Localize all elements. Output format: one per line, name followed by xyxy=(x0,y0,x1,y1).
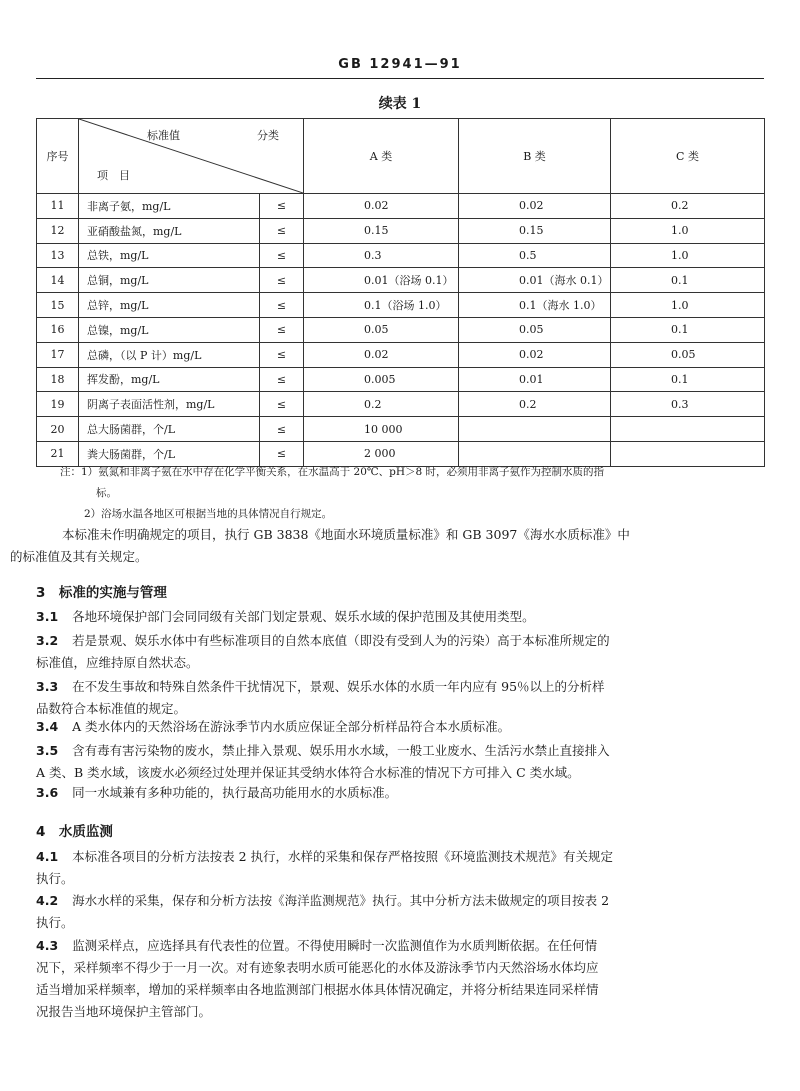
para-text: 适当增加采样频率，增加的采样频率由各地监测部门根据水体具体情况确定，并将分析结果连同采样情 xyxy=(36,982,599,997)
para-number: 3.5 xyxy=(36,743,59,758)
row-class-a: 0.2 xyxy=(304,392,459,417)
section-3-title: 3 标准的实施与管理 xyxy=(36,585,167,601)
para-text: 含有毒有害污染物的废水，禁止排入景观、娱乐用水水域，一般工业废水、生活污水禁止直接排入 xyxy=(72,743,610,758)
table-caption: 续表 1 xyxy=(378,96,422,112)
table-body xyxy=(37,194,765,467)
row-operator: ≤ xyxy=(260,417,304,442)
row-number: 16 xyxy=(37,317,79,342)
row-class-c: 0.1 xyxy=(611,367,765,392)
para-number: 3.3 xyxy=(36,679,59,694)
row-class-c xyxy=(611,417,765,442)
table-header-row xyxy=(37,119,765,194)
note-1-cont: 标。 xyxy=(96,487,117,499)
row-class-a: 0.05 xyxy=(304,317,459,342)
header-item-label: 项 目 xyxy=(97,169,130,182)
row-class-c: 1.0 xyxy=(611,293,765,318)
row-class-b: 0.02 xyxy=(459,342,611,367)
row-item: 阴离子表面活性剂，mg/L xyxy=(79,392,260,417)
row-class-a: 0.3 xyxy=(304,243,459,268)
row-number: 11 xyxy=(37,194,79,219)
header-rule xyxy=(36,78,764,79)
row-operator: ≤ xyxy=(260,392,304,417)
row-class-b: 0.15 xyxy=(459,218,611,243)
row-number: 14 xyxy=(37,268,79,293)
row-item: 总铁，mg/L xyxy=(79,243,260,268)
row-operator: ≤ xyxy=(260,441,304,466)
para-number: 3.2 xyxy=(36,633,59,648)
table-row xyxy=(37,342,765,367)
row-class-a: 0.15 xyxy=(304,218,459,243)
para-4-2 xyxy=(36,890,766,934)
row-class-c: 0.2 xyxy=(611,194,765,219)
row-operator: ≤ xyxy=(260,218,304,243)
table-row xyxy=(37,243,765,268)
row-number: 20 xyxy=(37,417,79,442)
intro-line-1: 本标准未作明确规定的项目，执行 GB 3838《地面水环境质量标准》和 GB 3097《海水水质标准》中 xyxy=(62,527,630,542)
para-text: 本标准各项目的分析方法按表 2 执行，水样的采集和保存严格按照《环境监测技术规范》有关规定 xyxy=(72,849,614,864)
header-std-label: 标准值 xyxy=(147,129,180,142)
row-item: 总锌，mg/L xyxy=(79,293,260,318)
table-row xyxy=(37,268,765,293)
row-class-b xyxy=(459,417,611,442)
header-class-c: C 类 xyxy=(611,119,765,194)
row-class-a: 2 000 xyxy=(304,441,459,466)
row-item: 总铜，mg/L xyxy=(79,268,260,293)
row-operator: ≤ xyxy=(260,342,304,367)
intro-line-2: 的标准值及其有关规定。 xyxy=(10,549,148,564)
row-number: 15 xyxy=(37,293,79,318)
para-number: 4.3 xyxy=(36,938,59,953)
table-row xyxy=(37,218,765,243)
table-row xyxy=(37,293,765,318)
table-row xyxy=(37,317,765,342)
para-text: 况报告当地环境保护主管部门。 xyxy=(36,1004,212,1019)
para-text: 执行。 xyxy=(36,871,74,886)
header-diagonal-cell xyxy=(79,119,304,194)
standards-table xyxy=(36,118,765,467)
row-operator: ≤ xyxy=(260,243,304,268)
row-item: 粪大肠菌群，个/L xyxy=(79,441,260,466)
header-class-label: 分类 xyxy=(257,129,279,142)
row-operator: ≤ xyxy=(260,293,304,318)
para-text: 标准值，应维持原自然状态。 xyxy=(36,655,199,670)
row-class-b: 0.02 xyxy=(459,194,611,219)
para-number: 4.1 xyxy=(36,849,59,864)
standard-code: GB 12941—91 xyxy=(338,57,462,72)
row-class-b: 0.01 xyxy=(459,367,611,392)
para-3-6 xyxy=(36,782,766,804)
para-text: 若是景观、娱乐水体中有些标准项目的自然本底值（即没有受到人为的污染）高于本标准所规定的 xyxy=(72,633,610,648)
para-text: 品数符合本标准值的规定。 xyxy=(36,701,187,716)
para-number: 3.1 xyxy=(36,609,59,624)
row-class-a: 10 000 xyxy=(304,417,459,442)
row-class-a: 0.01（浴场 0.1） xyxy=(304,268,459,293)
row-class-b: 0.5 xyxy=(459,243,611,268)
row-class-c: 1.0 xyxy=(611,243,765,268)
row-class-b: 0.2 xyxy=(459,392,611,417)
para-text: 执行。 xyxy=(36,915,74,930)
table-row xyxy=(37,194,765,219)
row-class-c: 0.05 xyxy=(611,342,765,367)
row-class-b: 0.05 xyxy=(459,317,611,342)
note-1: 注：1）氨氮和非离子氨在水中存在化学平衡关系，在水温高于 20℃、pH＞8 时，必须用非离子氨作为控制水质的指 xyxy=(60,466,605,478)
para-text: 同一水域兼有多种功能的，执行最高功能用水的水质标准。 xyxy=(72,785,398,800)
para-number: 3.4 xyxy=(36,719,59,734)
row-class-b: 0.01（海水 0.1） xyxy=(459,268,611,293)
row-class-b: 0.1（海水 1.0） xyxy=(459,293,611,318)
header-class-b: B 类 xyxy=(459,119,611,194)
para-3-4 xyxy=(36,716,766,738)
row-class-c: 0.1 xyxy=(611,268,765,293)
row-operator: ≤ xyxy=(260,194,304,219)
row-item: 非离子氨，mg/L xyxy=(79,194,260,219)
row-number: 21 xyxy=(37,441,79,466)
row-class-c: 1.0 xyxy=(611,218,765,243)
header-seq: 序号 xyxy=(37,119,79,194)
note-2: 2）浴场水温各地区可根据当地的具体情况自行规定。 xyxy=(84,508,333,520)
para-number: 3.6 xyxy=(36,785,59,800)
row-class-a: 0.02 xyxy=(304,194,459,219)
para-4-1 xyxy=(36,846,766,890)
row-number: 13 xyxy=(37,243,79,268)
para-text: A 类、B 类水域，该废水必须经过处理并保证其受纳水体符合水标准的情况下方可排入 C 类水域。 xyxy=(36,765,580,780)
table-row xyxy=(37,392,765,417)
para-text: A 类水体内的天然浴场在游泳季节内水质应保证全部分析样品符合本水质标准。 xyxy=(72,719,511,734)
para-text: 在不发生事故和特殊自然条件干扰情况下，景观、娱乐水体的水质一年内应有 95％以上的分析样 xyxy=(72,679,605,694)
para-text: 各地环境保护部门会同同级有关部门划定景观、娱乐水域的保护范围及其使用类型。 xyxy=(72,609,535,624)
row-class-c: 0.1 xyxy=(611,317,765,342)
table-row xyxy=(37,417,765,442)
para-text: 海水水样的采集，保存和分析方法按《海洋监测规范》执行。其中分析方法未做规定的项目按表 2 xyxy=(72,893,610,908)
table-row xyxy=(37,367,765,392)
para-3-1 xyxy=(36,606,766,628)
row-item: 挥发酚，mg/L xyxy=(79,367,260,392)
row-number: 17 xyxy=(37,342,79,367)
row-class-c: 0.3 xyxy=(611,392,765,417)
row-item: 总镍，mg/L xyxy=(79,317,260,342)
section-4-title: 4 水质监测 xyxy=(36,824,113,840)
row-operator: ≤ xyxy=(260,317,304,342)
row-operator: ≤ xyxy=(260,268,304,293)
para-3-3 xyxy=(36,676,766,720)
row-number: 19 xyxy=(37,392,79,417)
row-item: 亚硝酸盐氮，mg/L xyxy=(79,218,260,243)
intro-paragraph xyxy=(10,524,766,568)
row-item: 总磷，（以 P 计）mg/L xyxy=(79,342,260,367)
para-text: 监测采样点，应选择具有代表性的位置。不得使用瞬时一次监测值作为水质判断依据。在任何情 xyxy=(72,938,598,953)
para-number: 4.2 xyxy=(36,893,59,908)
row-class-a: 0.1（浴场 1.0） xyxy=(304,293,459,318)
row-class-a: 0.005 xyxy=(304,367,459,392)
para-4-3 xyxy=(36,935,766,1023)
row-item: 总大肠菌群，个/L xyxy=(79,417,260,442)
header-class-a: A 类 xyxy=(304,119,459,194)
row-class-c xyxy=(611,441,765,466)
para-3-2 xyxy=(36,630,766,674)
para-3-5 xyxy=(36,740,766,784)
row-class-a: 0.02 xyxy=(304,342,459,367)
row-number: 12 xyxy=(37,218,79,243)
row-number: 18 xyxy=(37,367,79,392)
row-operator: ≤ xyxy=(260,367,304,392)
para-text: 况下，采样频率不得少于一月一次。对有迹象表明水质可能恶化的水体及游泳季节内天然浴场水体均应 xyxy=(36,960,599,975)
